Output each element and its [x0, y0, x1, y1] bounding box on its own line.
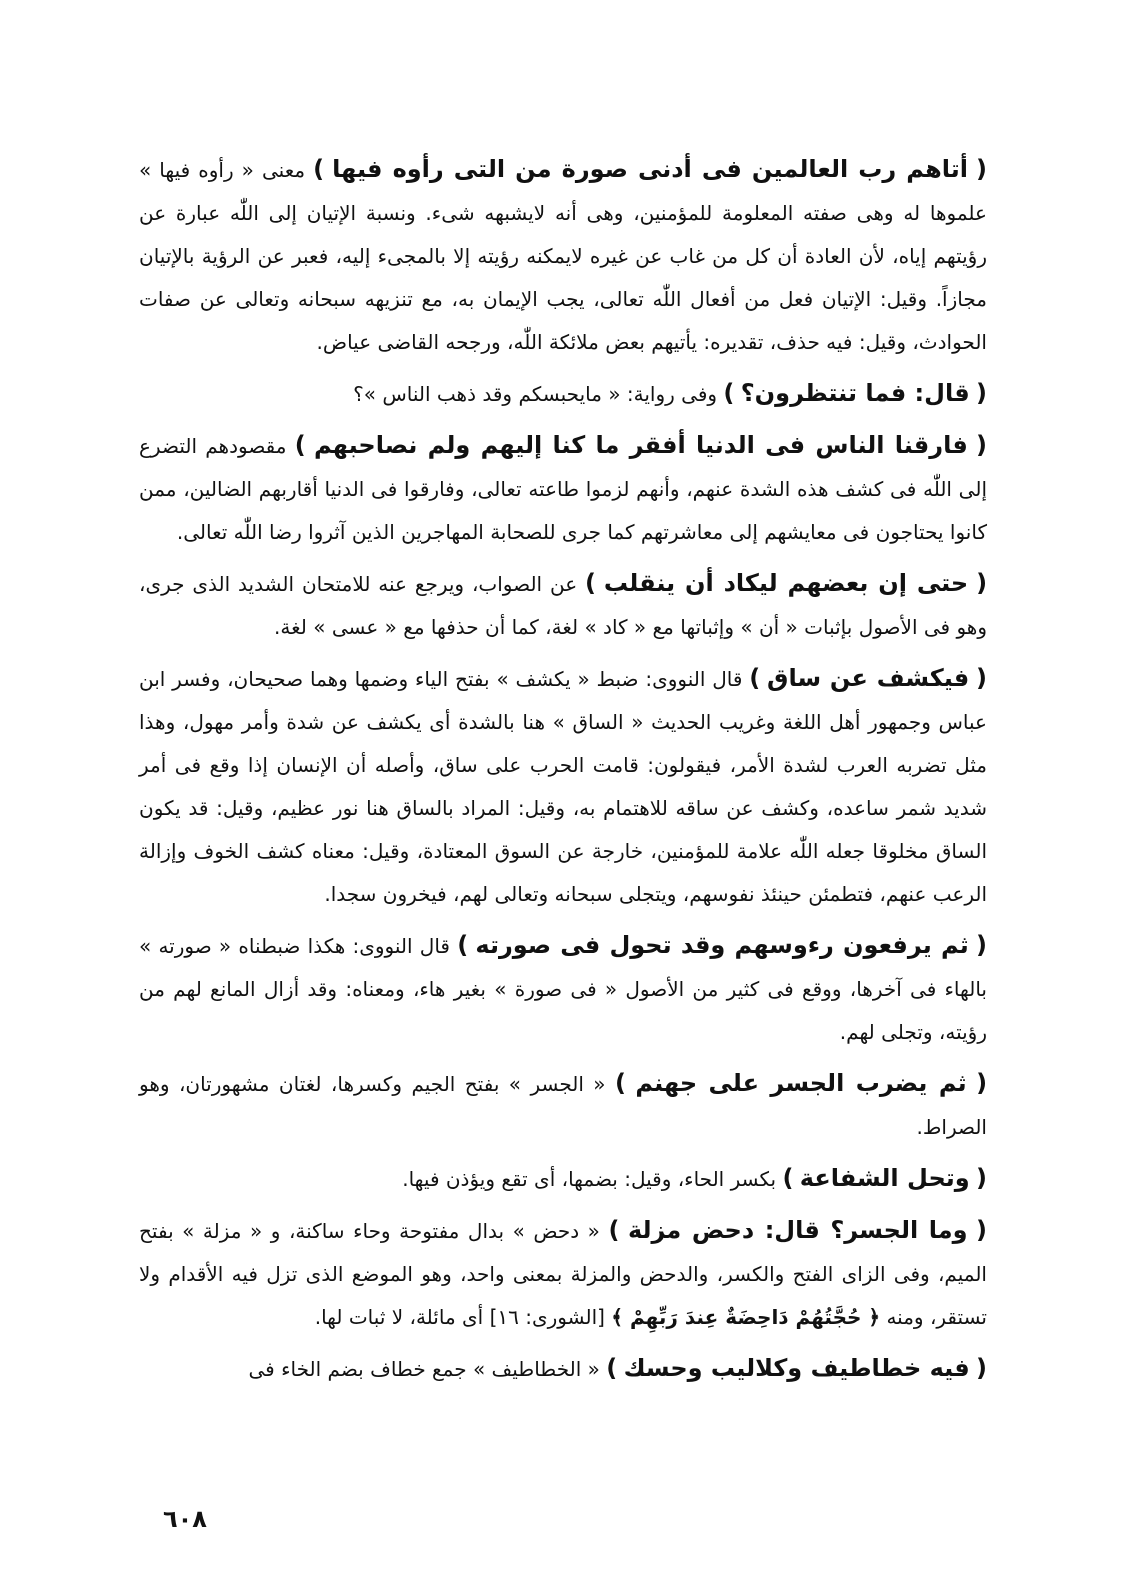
quran-verse: ﴿ حُجَّتُهُمْ دَاحِضَةٌ عِندَ رَبِّهِمْ ﴾	[611, 1305, 881, 1329]
hadith-quote-8: وتحل الشفاعة	[799, 1164, 970, 1192]
paragraph-7	[139, 1062, 987, 1149]
open-bracket: (	[976, 664, 988, 692]
commentary-9a: « دحض » بدال مفتوحة وحاء ساكنة، و « مزلة » بفتح الميم، وفى الزاى الفتح والكسر، والدحض والمزلة بمعنى واحد، وهو الموضع الذى تزل فيه الأقدام ولا تستقر، ومنه	[139, 1219, 987, 1329]
commentary-7: « الجسر » بفتح الجيم وكسرها، لغتان مشهورتان، وهو الصراط.	[139, 1072, 987, 1139]
paragraph-8	[139, 1157, 987, 1201]
open-bracket: (	[976, 155, 987, 183]
open-bracket: (	[976, 1354, 987, 1382]
paragraph-2	[139, 372, 987, 416]
hadith-quote-6: ثم يرفعون رءوسهم وقد تحول فى صورته	[475, 931, 969, 959]
paragraph-3	[139, 424, 987, 554]
commentary-6: قال النووى: هكذا ضبطناه « صورته » بالهاء فى آخرها، ووقع فى كثير من الأصول « فى صورة » بغير هاء، ومعناه: وقد أزال المانع لهم من رؤيته، وتجلى لهم.	[139, 934, 987, 1044]
close-bracket: )	[606, 1354, 618, 1382]
close-bracket: )	[608, 1216, 620, 1244]
paragraph-9	[139, 1209, 987, 1339]
commentary-9b: [الشورى: ١٦] أى مائلة، لا ثبات لها.	[314, 1305, 605, 1329]
open-bracket: (	[976, 1164, 987, 1192]
hadith-quote-7: ثم يضرب الجسر على جهنم	[635, 1069, 967, 1097]
paragraph-6	[139, 924, 987, 1054]
open-bracket: (	[976, 379, 987, 407]
close-bracket: )	[585, 569, 596, 597]
hadith-quote-5: فيكشف عن ساق	[767, 664, 970, 692]
commentary-10: « الخطاطيف » جمع خطاف بضم الخاء فى	[248, 1357, 600, 1381]
close-bracket: )	[782, 1164, 794, 1192]
commentary-2: وفى رواية: « مايحبسكم وقد ذهب الناس »؟	[353, 382, 718, 406]
commentary-8: بكسر الحاء، وقيل: بضمها، أى تقع ويؤذن فيها.	[402, 1167, 777, 1191]
paragraph-5	[139, 657, 987, 916]
paragraph-1	[139, 148, 987, 364]
open-bracket: (	[976, 931, 988, 959]
open-bracket: (	[976, 1069, 988, 1097]
commentary-5: قال النووى: ضبط « يكشف » بفتح الياء وضمها وهما صحيحان، وفسر ابن عباس وجمهور أهل اللغة وغريب الحديث « الساق » هنا بالشدة أى يكشف عن شدة وأمر مهول، وهذا مثل تضربه العرب لشدة الأمر، فيقولون: قامت الحرب على ساق، وأصله أن الإنسان إذا وقع فى أمر شديد شمر ساعده، وكشف عن ساقه للاهتمام به، وقيل: المراد بالساق هنا نور عظيم، وقيل: قد يكون الساق مخلوقا جعله اللّٰه علامة للمؤمنين، خارجة عن السوق المعتادة، وقيل: معناه كشف الخوف وإزالة الرعب عنهم، فتطمئن حينئذ نفوسهم، ويتجلى سبحانه وتعالى لهم، فيخرون سجدا.	[139, 667, 987, 906]
open-bracket: (	[976, 431, 988, 459]
close-bracket: )	[614, 1069, 626, 1097]
commentary-4: عن الصواب، ويرجع عنه للامتحان الشديد الذى جرى، وهو فى الأصول بإثبات « أن » وإثباتها مع « كاد » لغة، كما أن حذفها مع « عسى » لغة.	[139, 572, 987, 639]
close-bracket: )	[313, 155, 325, 183]
open-bracket: (	[976, 1216, 987, 1244]
close-bracket: )	[723, 379, 735, 407]
hadith-quote-2: قال: فما تنتظرون؟	[740, 379, 970, 407]
hadith-quote-1: أتاهم رب العالمين فى أدنى صورة من التى رأوه فيها	[332, 155, 968, 183]
page-number: ٦٠٨	[163, 1505, 207, 1533]
close-bracket: )	[749, 664, 761, 692]
commentary-3: مقصودهم التضرع إلى اللّٰه فى كشف هذه الشدة عنهم، وأنهم لزموا طاعته تعالى، وفارقوا فى الدنيا أقاربهم الضالين، ممن كانوا يحتاجون فى معايشهم إلى معاشرتهم كما جرى للصحابة المهاجرين الذين آثروا رضا اللّٰه تعالى.	[139, 434, 987, 544]
page-body	[139, 148, 987, 1399]
paragraph-4	[139, 562, 987, 649]
hadith-quote-3: فارقنا الناس فى الدنيا أفقر ما كنا إليهم ولم نصاحبهم	[313, 431, 968, 459]
open-bracket: (	[976, 569, 988, 597]
paragraph-10	[139, 1347, 987, 1391]
commentary-1: معنى « رأوه فيها » علموها له وهى صفته المعلومة للمؤمنين، وهى أنه لايشبهه شىء. ونسبة الإتيان إلى اللّٰه عبارة عن رؤيتهم إياه، لأن العادة أن كل من غاب عن غيره لايمكنه رؤيته إلا بالمجىء إليه، فعبر عن الرؤية بالإتيان مجازاً. وقيل: الإتيان فعل من أفعال اللّٰه تعالى، يجب الإيمان به، مع تنزيهه سبحانه وتعالى عن صفات الحوادث، وقيل: فيه حذف، تقديره: يأتيهم بعض ملائكة اللّٰه، ورجحه القاضى عياض.	[139, 158, 987, 354]
hadith-quote-9: وما الجسر؟ قال: دحض مزلة	[627, 1216, 968, 1244]
close-bracket: )	[294, 431, 306, 459]
hadith-quote-10: فيه خطاطيف وكلاليب وحسك	[623, 1354, 970, 1382]
hadith-quote-4: حتى إن بعضهم ليكاد أن ينقلب	[603, 569, 969, 597]
close-bracket: )	[457, 931, 469, 959]
